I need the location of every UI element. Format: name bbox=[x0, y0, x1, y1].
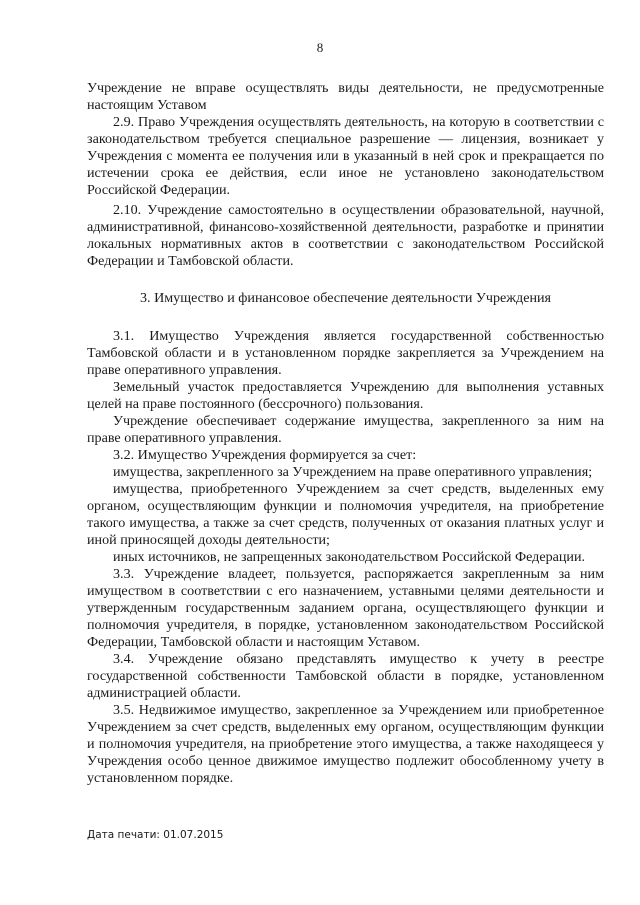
section-heading: 3. Имущество и финансовое обеспечение деятельности Учреждения bbox=[139, 290, 552, 306]
paragraph-3-5: 3.5. Недвижимое имущество, закрепленное за Учреждением или приобретенное Учреждением за счет средств, выделенных ему органом, осуществляющим функции и полномочия учредителя, на приобретение этого имущества, а также находящееся у Учреждения особо ценное движимое имущество подлежит обособленному учету в установленном порядке. bbox=[87, 702, 604, 786]
list-item-operational-management: имущества, закрепленного за Учреждением на праве оперативного управления; bbox=[113, 464, 593, 480]
paragraph-3-3: 3.3. Учреждение владеет, пользуется, распоряжается закрепленным за ним имуществом в соответствии с его назначением, уставными целями деятельности и утвержденным государственным заданием органа, осуществляющего функции и полномочия учредителя, в порядке, установленном законодательством Российской Федерации, Тамбовской области и настоящим Уставом. bbox=[87, 566, 604, 650]
document-body bbox=[87, 80, 604, 787]
paragraph-2-10-autonomy: 2.10. Учреждение самостоятельно в осуществлении образовательной, научной, административной, финансово-хозяйственной деятельности, разработке и принятии локальных нормативных актов в соответствии с законодательством Российской Федерации и Тамбовской области. bbox=[87, 202, 604, 269]
list-item-other-sources: иных источников, не запрещенных законодательством Российской Федерации. bbox=[113, 549, 586, 565]
paragraph-3-2: 3.2. Имущество Учреждения формируется за счет: bbox=[113, 447, 417, 463]
list-item-acquired-property: имущества, приобретенного Учреждением за счет средств, выделенных ему органом, осуществляющим функции и полномочия учредителя, на приобретение такого имущества, а также за счет средств, полученных от оказания платных услуг и иной приносящей доходы деятельности; bbox=[87, 481, 604, 548]
page-number: 8 bbox=[316, 40, 324, 55]
paragraph-3-4: 3.4. Учреждение обязано представлять имущество к учету в реестре государственной собственности Тамбовской области в порядке, установленном администрацией области. bbox=[87, 651, 604, 701]
print-date-footer: Дата печати: 01.07.2015 bbox=[87, 829, 224, 841]
paragraph-activity-restriction: Учреждение не вправе осуществлять виды деятельности, не предусмотренные настоящим Уставом bbox=[87, 80, 604, 113]
paragraph-2-9-license: 2.9. Право Учреждения осуществлять деятельность, на которую в соответствии с законодательством требуется специальное разрешение — лицензия, возникает у Учреждения с момента ее получения или в указанный в ней срок и прекращается по истечении срока ее действия, если иное не установлено законодательством Российской Федерации. bbox=[87, 114, 604, 198]
paragraph-maintenance: Учреждение обеспечивает содержание имущества, закрепленного за ним на праве оперативного управления. bbox=[87, 413, 604, 446]
paragraph-3-1: 3.1. Имущество Учреждения является государственной собственностью Тамбовской области и в установленном порядке закрепляется за Учреждением на праве оперативного управления. bbox=[87, 328, 604, 378]
paragraph-land-plot: Земельный участок предоставляется Учреждению для выполнения уставных целей на праве постоянного (бессрочного) пользования. bbox=[87, 379, 604, 412]
